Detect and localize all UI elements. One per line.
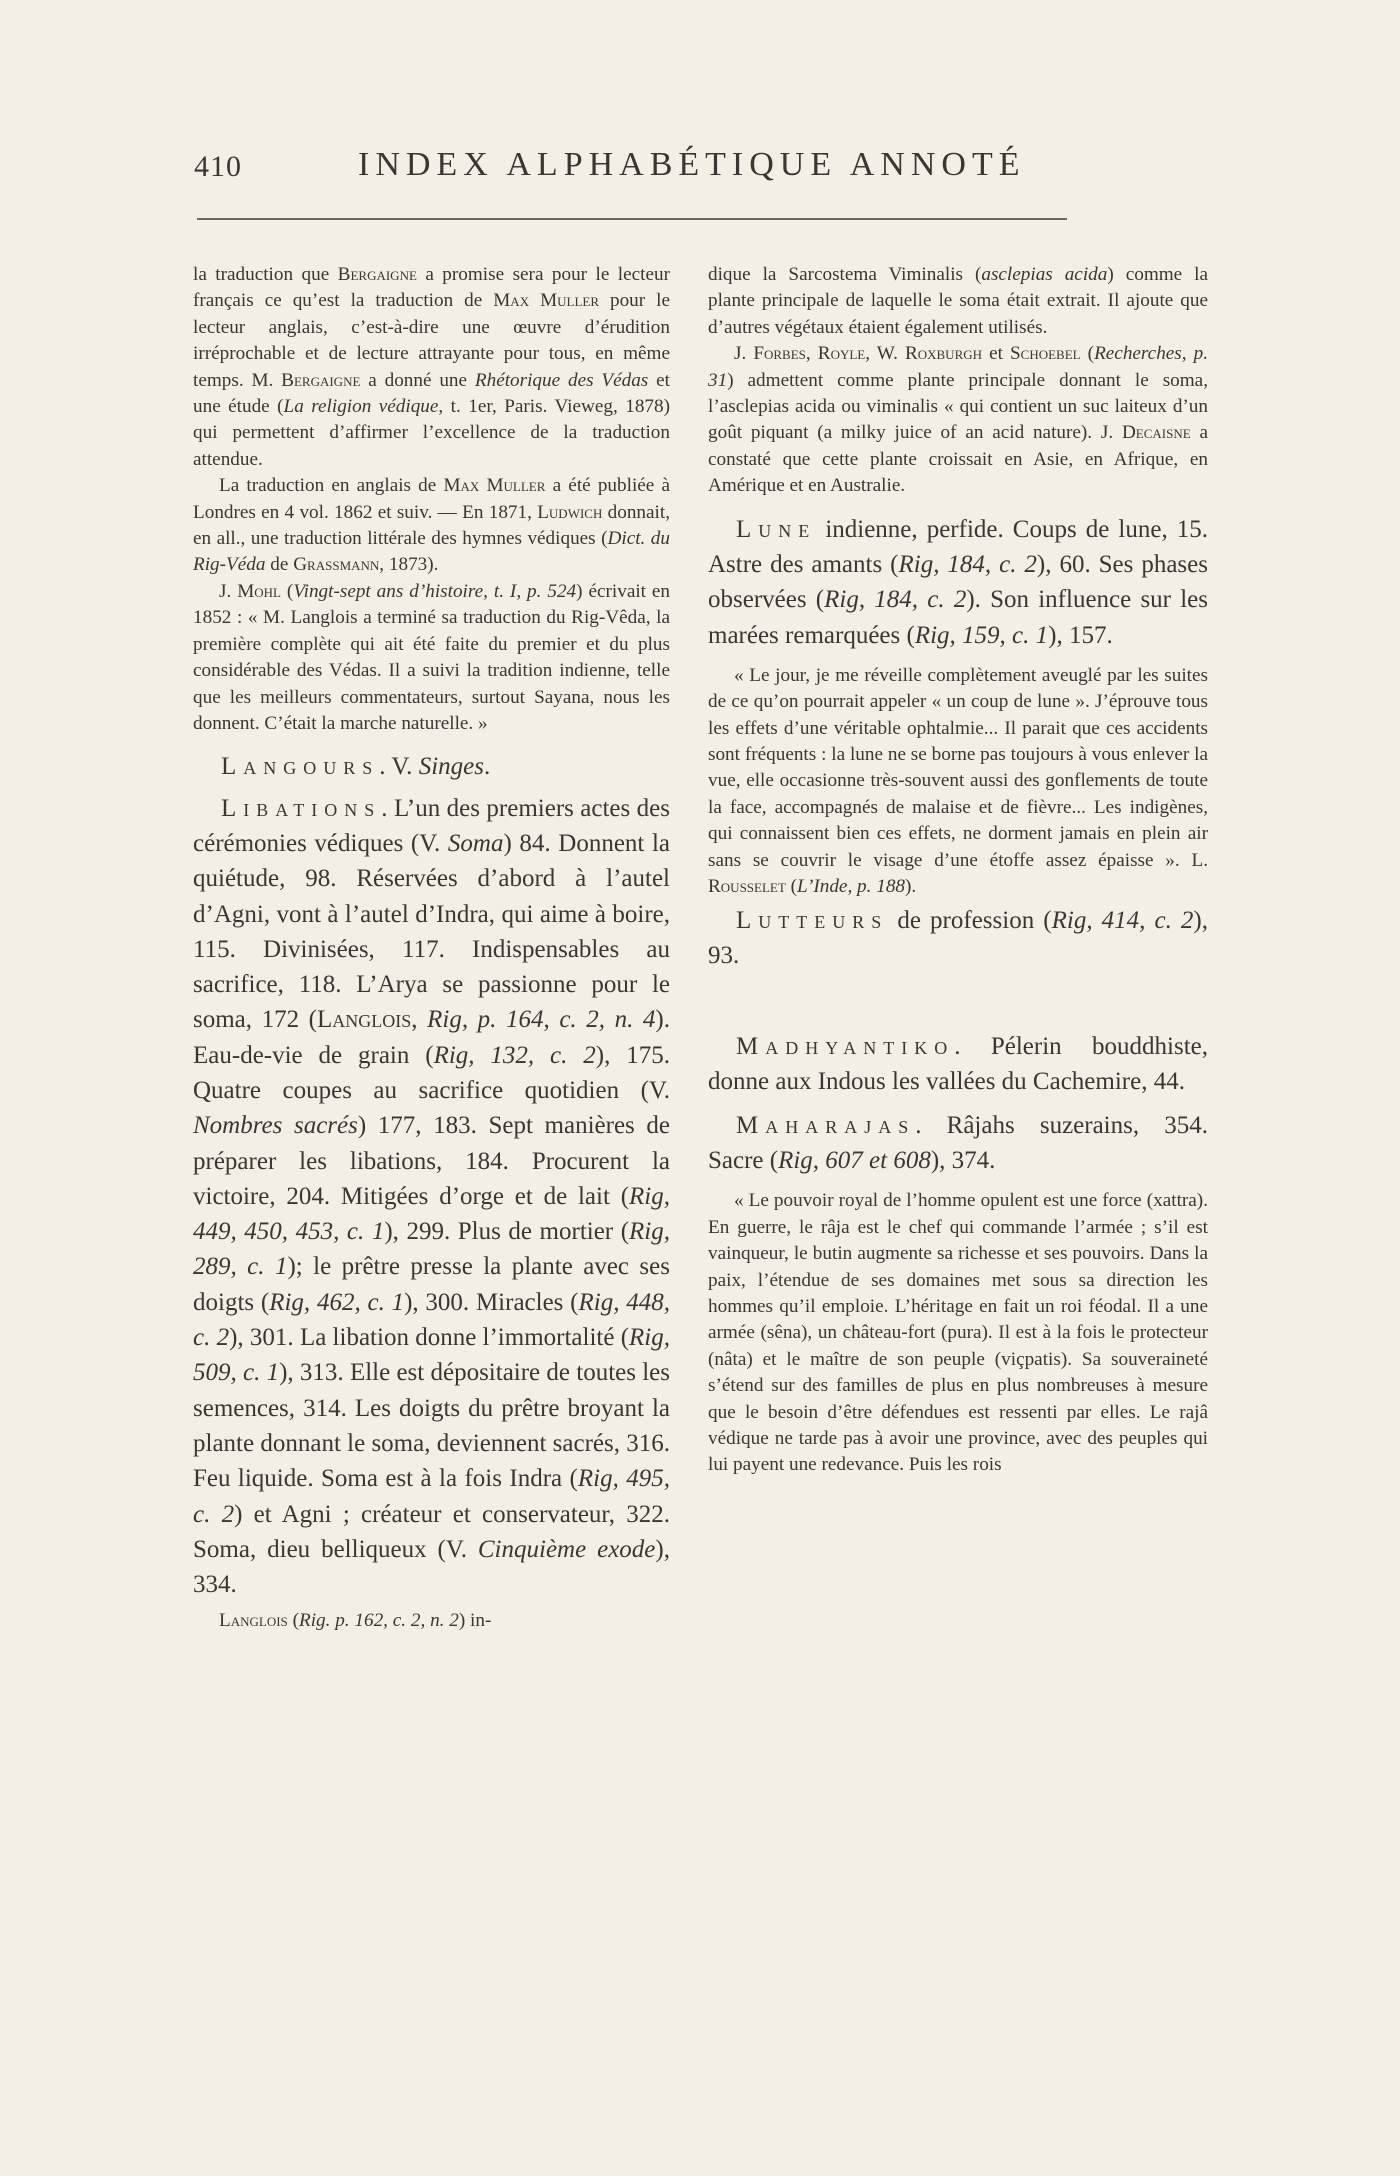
index-headword: Lutteurs: [736, 906, 889, 934]
text-run: . V.: [379, 753, 419, 781]
text-run: , W.: [865, 343, 905, 365]
text-run: ) 84. Donnent la quiétude, 98. Réservées d’abord à l’autel d’Agni, vont à l’autel d’Indra, qui aime à boire, 115. Divinisées, 117. Indispensables au sacrifice, 118. L’Arya se passionne pour le soma, 172 (: [193, 829, 671, 1034]
italic-reference: Rig, p. 164, c. 2, n. 4: [427, 1006, 656, 1034]
text-run: (: [287, 1610, 299, 1632]
text-run: . L’un des premiers actes des cérémonies védiques (V.: [193, 794, 670, 857]
text-run: « Le jour, je me réveille complètement aveuglé par les suites de ce qu’on pourrait appeler « un coup de lune ». J’éprouve tous les effets d’une véritable ophtalmie... Il parait que ces accidents sont fréquents : la lune ne se borne pas toujours à vous enlever la vue, elle occasionne très-souvent aussi des gonflements de toute la face, accompagnés de malaise et de fièvre... Les indigènes, qui connaissent bien ces effets, ne dorment jamais en plein air sans se couvrir le visage d’une étoffe assez épaisse ». L.: [708, 664, 1208, 871]
header-rule: [197, 218, 1067, 220]
text-run: a promise sera pour le lecteur français ce qu’est la traduction de: [193, 264, 670, 312]
text-run: et: [982, 343, 1010, 365]
text-run: ) 177, 183. Sept manières de préparer les libations, 184. Procurent la victoire, 204. Mitigées d’orge et de lait (: [193, 1112, 670, 1210]
text-run: a donné une: [360, 369, 475, 391]
text-run: ), 301. La libation donne l’immortalité (: [229, 1324, 630, 1352]
paragraph: [708, 663, 1208, 901]
text-run: indienne, perfide. Coups de lune, 15. Astre des amants (: [708, 515, 1208, 578]
italic-reference: Rig, 159, c. 1: [914, 621, 1049, 649]
small-caps-name: Bergaigne: [337, 264, 417, 285]
text-run: ,: [805, 343, 818, 365]
text-run: .: [483, 753, 491, 781]
index-entry: [193, 791, 670, 1603]
index-entry: [193, 749, 670, 784]
text-run: ), 299. Plus de mortier (: [384, 1218, 630, 1246]
text-run: « Le pouvoir royal de l’homme opulent est une force (xattra). En guerre, le râja est le chef qui commande l’armée ; s’il est vainqueur, le butin augmente sa richesse et ses pouvoirs. Dans la paix, l’étendue de ses domaines met sous sa direction les hommes qu’il emploie. L’héritage en fait un roi féodal. Il a une armée (sêna), un château-fort (pura). Il est à la fois le protecteur (nâta) et le maître de son peuple (viçpatis). Sa souveraineté s’étend sur des familles de plus en plus nombreuses à mesure que le besoin d’être défendues est ressenti par elles. Le rajâ védique ne tarde pas à avoir une province, avec des peuples qui lui payent une redevance. Puis les rois: [708, 1190, 1208, 1476]
text-run: ) admettent comme plante principale donnant le soma, l’asclepias acida ou viminalis « qui contient un suc laiteux d’un goût piquant (a milky juice of an acid nature). J.: [708, 369, 1208, 444]
text-run: ), 60. Ses phases observées (: [708, 550, 1208, 614]
index-entry: [708, 1029, 1208, 1100]
text-run: et une étude (: [193, 369, 670, 418]
small-caps-name: Langlois: [219, 1610, 288, 1632]
italic-reference: Rig, 462, c. 1: [269, 1288, 405, 1316]
small-caps-name: Langlois: [317, 1006, 412, 1034]
text-run: (: [785, 876, 797, 898]
text-run: de: [265, 554, 294, 576]
italic-reference: Rig, 448, c. 2: [193, 1288, 670, 1352]
paragraph: [708, 1188, 1208, 1478]
text-run: ), 93.: [708, 906, 1208, 969]
text-run: dique la Sarcostema Viminalis (: [708, 264, 982, 285]
small-caps-name: Max Muller: [443, 475, 546, 497]
text-run: ), 300. Miracles (: [404, 1288, 579, 1316]
paragraph: [193, 579, 670, 737]
text-run: ), 313. Elle est dépositaire de toutes les semences, 314. Les doigts du prêtre broyant la plante donnant le soma, deviennent sacrés, 316. Feu liquide. Soma est à la fois Indra (: [193, 1359, 670, 1493]
index-headword: Lune: [736, 515, 817, 543]
italic-reference: Rig, 509, c. 1: [193, 1324, 670, 1387]
italic-reference: Rig, 184, c. 2: [824, 586, 967, 614]
italic-reference: Soma: [447, 829, 504, 857]
text-run: J.: [219, 580, 238, 602]
italic-reference: Rhétorique des Védas: [474, 369, 649, 391]
text-run: (: [280, 580, 294, 602]
text-run: ) in-: [458, 1610, 492, 1632]
paragraph: [193, 473, 670, 579]
left-column: [193, 262, 670, 1635]
index-headword: Maharajas: [736, 1111, 916, 1139]
small-caps-name: Royle: [817, 343, 866, 365]
text-run: ), 334.: [193, 1535, 670, 1599]
italic-reference: Nombres sacrés: [193, 1112, 358, 1140]
paragraph: [193, 1608, 670, 1634]
small-caps-name: Bergaigne: [281, 369, 361, 391]
text-run: La traduction en anglais de: [219, 475, 444, 497]
text-run: ), 175. Quatre coupes au sacrifice quotidien (V.: [193, 1041, 670, 1104]
text-run: la traduction que: [193, 264, 338, 285]
small-caps-name: Roxburgh: [904, 343, 983, 365]
italic-reference: Rig, 495, c. 2: [193, 1465, 670, 1528]
text-run: a été publiée à Londres en 4 vol. 1862 et suiv. — En 1871,: [193, 475, 671, 523]
small-caps-name: Grassmann: [293, 554, 380, 576]
italic-reference: La religion védique: [283, 396, 439, 418]
italic-reference: Rig, 289, c. 1: [193, 1218, 670, 1281]
text-run: , t. 1er, Paris. Vieweg, 1878) qui permettent d’affirmer l’excellence de la traduction attendue.: [193, 396, 671, 470]
index-headword: Madhyantiko: [736, 1033, 955, 1061]
text-run: ), 374.: [930, 1146, 996, 1174]
italic-reference: Recherches, p. 31: [708, 343, 1209, 391]
text-run: ). Son influence sur les marées remarquées (: [708, 586, 1208, 649]
small-caps-name: Schoebel: [1009, 343, 1081, 365]
text-run: de profession (: [888, 906, 1052, 934]
small-caps-name: Max Muller: [493, 290, 600, 312]
text-run: pour le lecteur anglais, c’est-à-dire une œuvre d’érudition irréprochable et de lecture attrayante pour tous, en même temps. M.: [193, 290, 670, 391]
index-headword: Libations: [221, 794, 382, 822]
paragraph: [708, 341, 1208, 499]
italic-reference: asclepias acida: [981, 264, 1108, 285]
text-run: . Râjahs suzerains, 354. Sacre (: [708, 1111, 1208, 1174]
italic-reference: Singes: [418, 753, 484, 781]
text-run: (: [1080, 343, 1095, 365]
text-run: ); le prêtre presse la plante avec ses doigts (: [193, 1253, 670, 1316]
index-headword: Langours: [221, 753, 380, 781]
small-caps-name: Ludwich: [537, 501, 603, 523]
text-run: ,: [411, 1006, 428, 1034]
text-run: ) comme la plante principale de laquelle le soma était extrait. Il ajoute que d’autres végétaux étaient également utilisés.: [708, 264, 1208, 338]
text-run: a constaté que cette plante croissait en Asie, en Afrique, en Amérique et en Australie.: [708, 422, 1208, 497]
text-run: J.: [734, 343, 754, 365]
italic-reference: Rig, 184, c. 2: [898, 550, 1037, 578]
running-title: INDEX ALPHABÉTIQUE ANNOTÉ: [358, 146, 1026, 183]
italic-reference: Rig. p. 162, c. 2, n. 2: [298, 1610, 459, 1632]
text-run: donnait, en all., une traduction littérale des hymnes védiques (: [193, 501, 670, 550]
small-caps-name: Decaisne: [1121, 422, 1191, 444]
italic-reference: Dict. du Rig-Véda: [193, 528, 670, 576]
index-entry: [708, 512, 1208, 653]
small-caps-name: Rousselet: [708, 876, 786, 898]
italic-reference: L’Inde, p. 188: [797, 876, 906, 898]
italic-reference: Cinquième exode: [477, 1535, 656, 1563]
index-entry: [708, 903, 1208, 974]
italic-reference: Rig, 449, 450, 453, c. 1: [193, 1182, 670, 1246]
italic-reference: Rig, 414, c. 2: [1051, 906, 1194, 934]
text-run: . Pélerin bouddhiste, donne aux Indous les vallées du Cachemire, 44.: [708, 1033, 1208, 1096]
small-caps-name: Forbes: [753, 343, 806, 365]
italic-reference: Rig, 132, c. 2: [433, 1041, 596, 1069]
right-column: [708, 262, 1208, 1479]
italic-reference: Rig, 607 et 608: [778, 1146, 931, 1174]
paragraph: [193, 262, 670, 473]
text-run: ) et Agni ; créateur et conservateur, 322. Soma, dieu belliqueux (V.: [193, 1500, 670, 1563]
text-run: , 1873).: [379, 554, 439, 576]
index-entry: [708, 1108, 1208, 1179]
small-caps-name: Mohl: [237, 580, 281, 602]
page-number: 410: [194, 150, 242, 183]
text-run: ) écrivait en 1852 : « M. Langlois a terminé sa traduction du Rig-Vêda, la première complète qui ait été faite du premier et du plus considérable des Védas. Il a suivi la tradition indienne, telle que les meilleurs commentateurs, surtout Sayana, nous les donnent. C’était la marche naturelle. »: [193, 580, 671, 734]
text-run: ).: [905, 876, 917, 898]
text-run: ), 157.: [1048, 621, 1113, 649]
paragraph: [708, 262, 1208, 341]
text-run: ). Eau-de-vie de grain (: [193, 1006, 670, 1069]
italic-reference: Vingt-sept ans d’histoire, t. I, p. 524: [293, 580, 577, 602]
